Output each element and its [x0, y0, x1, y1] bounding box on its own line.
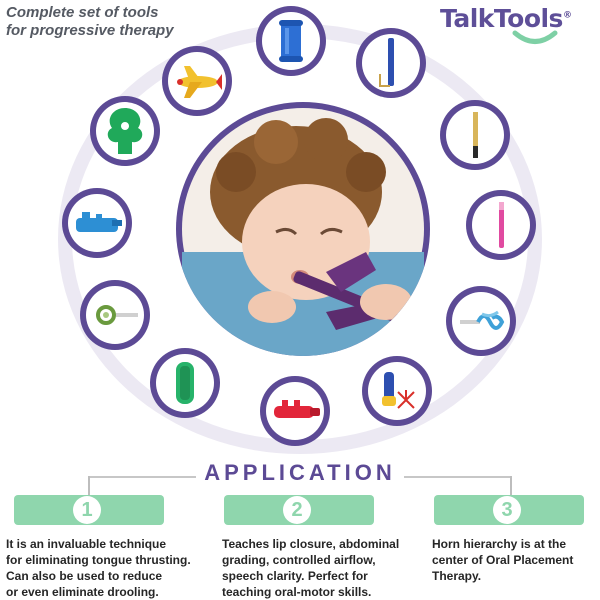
yellow-airplane-horn-icon — [168, 52, 226, 110]
green-party-blower-icon — [86, 286, 144, 344]
description-line: or even eliminate drooling. — [6, 585, 159, 599]
blue-straw-whistle-icon — [362, 34, 420, 92]
brand-registered: ® — [562, 10, 572, 21]
step-3-box — [434, 495, 584, 525]
tool-item — [80, 280, 150, 350]
step-number: 1 — [73, 496, 101, 524]
description-line: Can also be used to reduce — [6, 569, 163, 583]
step-number: 3 — [493, 496, 521, 524]
tool-item — [466, 190, 536, 260]
description-line: teaching oral-motor skills. — [222, 585, 372, 599]
step-3-description — [432, 536, 596, 584]
description-line: It is an invaluable technique — [6, 537, 167, 551]
tagline-line: for progressive therapy — [6, 22, 174, 39]
description-line: speech clarity. Perfect for — [222, 569, 368, 583]
red-harmonica-horn-icon — [266, 382, 324, 440]
tool-item — [446, 286, 516, 356]
tagline-line: Complete set of tools — [6, 4, 159, 21]
connector-line — [88, 476, 90, 496]
step-1-box — [14, 495, 164, 525]
step-number: 2 — [283, 496, 311, 524]
blue-horn-with-sparkler-icon — [368, 362, 426, 420]
description-line: for eliminating tongue thrusting. — [6, 553, 191, 567]
tool-item — [440, 100, 510, 170]
connector-line — [510, 476, 512, 496]
tool-item — [260, 376, 330, 446]
tool-item — [356, 28, 426, 98]
description-line: Teaches lip closure, abdominal — [222, 537, 400, 551]
step-2-description — [222, 536, 422, 600]
blue-party-blower-icon — [452, 292, 510, 350]
tool-item — [62, 188, 132, 258]
green-leaf-whistle-icon — [96, 102, 154, 160]
description-line: center of Oral Placement — [432, 553, 574, 567]
pink-straw-icon — [472, 196, 530, 254]
green-harmonica-icon — [156, 354, 214, 412]
brand-talk: Talk — [440, 4, 494, 33]
tool-item — [150, 348, 220, 418]
tool-item — [256, 6, 326, 76]
tool-item — [90, 96, 160, 166]
blue-cylinder-horn-icon — [262, 12, 320, 70]
tool-item — [162, 46, 232, 116]
step-2-box — [224, 495, 374, 525]
description-line: grading, controlled airflow, — [222, 553, 376, 567]
heading-rule-left — [88, 476, 208, 478]
gold-tipped-straw-icon — [446, 106, 504, 164]
child-photo — [176, 102, 430, 356]
brand-tools: Tools — [493, 4, 563, 33]
heading-rule-right — [392, 476, 512, 478]
description-line: Horn hierarchy is at the — [432, 537, 567, 551]
step-1-description — [6, 536, 211, 600]
blue-train-whistle-icon — [68, 194, 126, 252]
tool-item — [362, 356, 432, 426]
description-line: Therapy. — [432, 569, 482, 583]
application-title: APPLICATION — [196, 460, 403, 486]
